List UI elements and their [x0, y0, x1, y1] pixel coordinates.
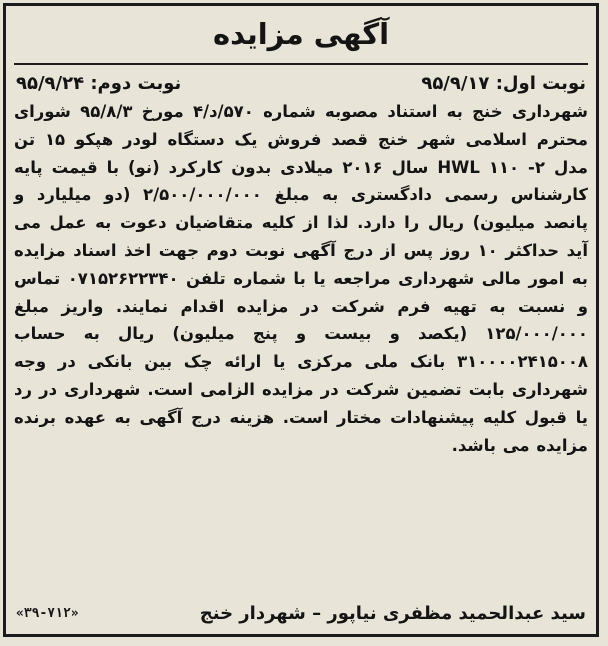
signature-line: [16, 600, 586, 628]
publication-turns: [16, 70, 586, 98]
notice-body: شهرداری خنج به استناد مصوبه شماره ۵۷۰/د/۴ مورخ ۹۵/۸/۳ شورای محترم اسلامی شهر خنج قصد فروش یک دستگاه لودر هپکو ۱۵ تن مدل ۲- HWL ۱۱۰ سال ۲۰۱۶ میلادی بدون کارکرد (نو) با قیمت پایه کارشناس رسمی دادگستری به مبلغ ۲/۵۰۰/۰۰۰/۰۰۰ (دو میلیارد و پانصد میلیون) ریال را دارد. لذا از کلیه متقاضیان دعوت به عمل می آید حداکثر ۱۰ روز پس از درج آگهی نوبت دوم جهت اخذ اسناد مزایده به امور مالی شهرداری مراجعه یا با شماره تلفن ۰۷۱۵۲۶۲۲۳۴۰ تماس و نسبت به تهیه فرم شرکت در مزایده اقدام نمایند. واریز مبلغ ۱۲۵/۰۰۰/۰۰۰ (یکصد و بیست و پنج میلیون) ریال به حساب ۳۱۰۰۰۰۲۴۱۵۰۰۸ بانک ملی مرکزی یا ارائه چک بین بانکی در وجه شهرداری بابت تضمین شرکت در مزایده الزامی است. شهرداری در رد یا قبول کلیه پیشنهادات مختار است. هزینه درج آگهی به عهده برنده مزایده می باشد.: [14, 102, 589, 455]
second-publication-date: نوبت دوم: ۹۵/۹/۲۴: [16, 73, 182, 94]
title-divider: [14, 63, 588, 65]
auction-notice: [3, 3, 599, 637]
notice-title: آگهی مزایده: [212, 17, 390, 51]
ad-code: «۳۹-۷۱۲»: [16, 606, 79, 621]
first-publication-date: نوبت اول: ۹۵/۹/۱۷: [421, 73, 586, 94]
signer-name: سید عبدالحمید مظفری نیاپور – شهردار خنج: [199, 603, 586, 624]
